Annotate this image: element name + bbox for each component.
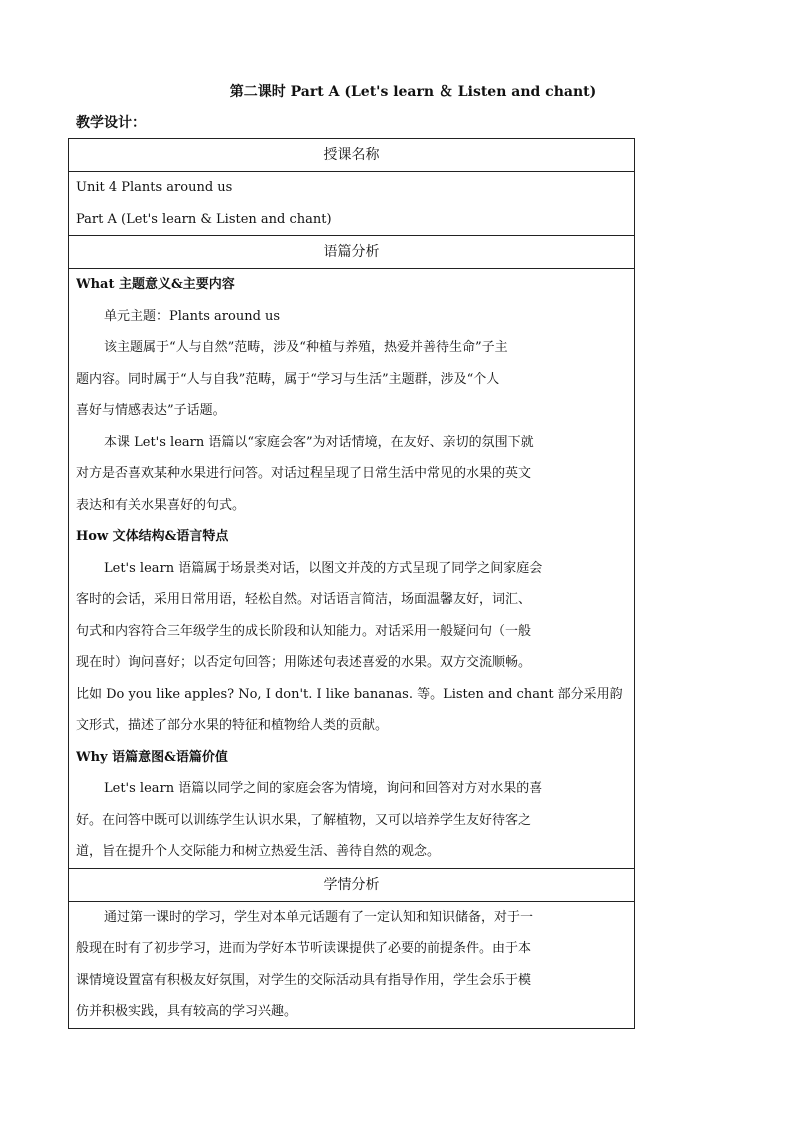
what-line: 单元主题：Plants around us (104, 308, 281, 324)
page-title: 第二课时 Part A (Let's learn ＆ Listen and chant) (229, 84, 597, 100)
student-line: 通过第一课时的学习，学生对本单元话题有了一定认知和知识储备，对于一 (104, 909, 534, 925)
student-line: 般现在时有了初步学习，进而为学好本节听读课提供了必要的前提条件。由于本 (76, 941, 532, 956)
what-line: 该主题属于“人与自然”范畴，涉及“种植与养殖，热爱并善待生命”子主 (104, 340, 508, 355)
text-analysis-header: 语篇分析 (69, 236, 634, 269)
teaching-design-label: 教学设计： (76, 115, 146, 131)
course-unit-line: Unit 4 Plants around us (76, 180, 233, 195)
why-line: 道，旨在提升个人交际能力和树立热爱生活、善待自然的观念。 (76, 844, 441, 859)
student-analysis-body (69, 902, 634, 1028)
what-line: 对方是否喜欢某种水果进行问答。对话过程呈现了日常生活中常见的水果的英文 (76, 466, 532, 481)
what-line: 表达和有关水果喜好的句式。 (76, 497, 246, 513)
how-line: 文形式，描述了部分水果的特征和植物给人类的贡献。 (76, 718, 389, 733)
how-line: Let's learn 语篇属于场景类对话，以图文并茂的方式呈现了同学之间家庭会 (104, 560, 543, 576)
why-line: Let's learn 语篇以同学之间的家庭会客为情境，询问和回答对方对水果的喜 (104, 781, 543, 796)
how-heading: How 文体结构&语言特点 (76, 529, 229, 544)
course-name-body (69, 172, 634, 236)
what-line: 题内容。同时属于“人与自我”范畴，属于“学习与生活”主题群，涉及“个人 (76, 371, 500, 387)
how-line: 比如 Do you like apples? No, I don't. I like bananas. 等。Listen and chant 部分采用韵 (76, 686, 623, 702)
why-line: 好。在问答中既可以训练学生认识水果，了解植物，又可以培养学生友好待客之 (76, 812, 532, 828)
why-heading: Why 语篇意图&语篇价值 (76, 749, 228, 765)
how-line: 客时的会话，采用日常用语，轻松自然。对话语言简洁，场面温馨友好，词汇、 (76, 592, 532, 607)
lesson-plan-table (68, 138, 635, 1029)
course-name-header: 授课名称 (69, 139, 634, 172)
what-heading: What 主题意义&主要内容 (76, 277, 235, 292)
text-analysis-body (69, 269, 634, 869)
student-line: 仿并积极实践，具有较高的学习兴趣。 (76, 1004, 298, 1019)
course-part-line: Part A (Let's learn & Listen and chant) (76, 211, 332, 227)
how-line: 现在时）询问喜好；以否定句回答；用陈述句表述喜爱的水果。双方交流顺畅。 (76, 655, 532, 670)
student-analysis-header: 学情分析 (69, 869, 634, 902)
what-line: 本课 Let's learn 语篇以“家庭会客”为对话情境，在友好、亲切的氛围下就 (104, 434, 534, 450)
how-line: 句式和内容符合三年级学生的成长阶段和认知能力。对话采用一般疑问句（一般 (76, 623, 532, 639)
student-line: 课情境设置富有积极友好氛围，对学生的交际活动具有指导作用，学生会乐于模 (76, 972, 532, 988)
what-line: 喜好与情感表达”子话题。 (76, 403, 226, 418)
